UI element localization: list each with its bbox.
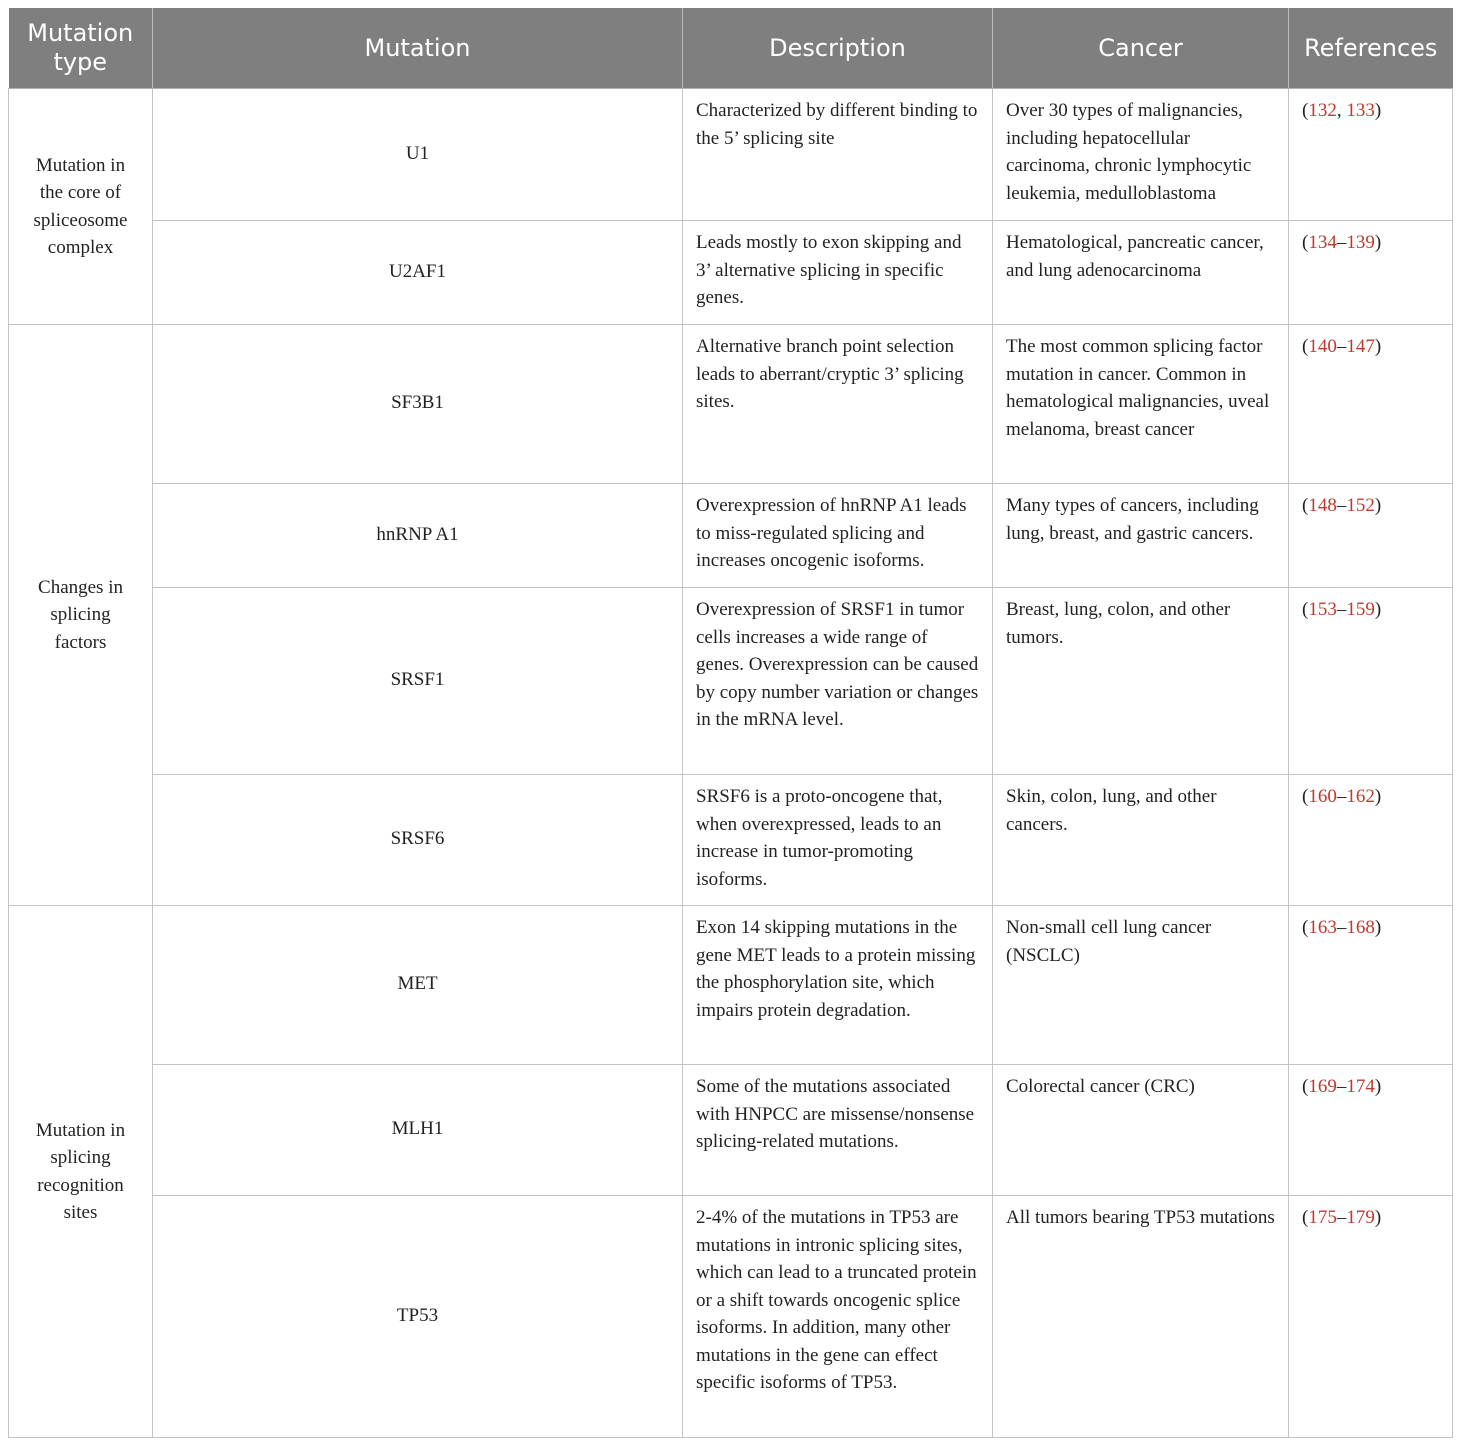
mutation-cell: SRSF1 [153, 588, 683, 775]
reference-link[interactable]: 159 [1346, 599, 1375, 620]
reference-link[interactable]: 148 [1308, 495, 1337, 516]
references-cell: (163–168) [1289, 906, 1453, 1065]
mutation-type-cell: Mutation in the core of spliceosome complex [9, 89, 153, 325]
reference-link[interactable]: 162 [1346, 786, 1375, 807]
description-cell: Leads mostly to exon skipping and 3’ alternative splicing in specific genes. [683, 221, 993, 325]
reference-link[interactable]: 174 [1346, 1076, 1375, 1097]
reference-link[interactable]: 153 [1308, 599, 1337, 620]
references-cell: (140–147) [1289, 325, 1453, 484]
mutation-cell: SF3B1 [153, 325, 683, 484]
references-cell: (160–162) [1289, 775, 1453, 906]
table-row [9, 1196, 1453, 1438]
table-row [9, 588, 1453, 775]
description-cell: SRSF6 is a proto-oncogene that, when overexpressed, leads to an increase in tumor-promoting isoforms. [683, 775, 993, 906]
references-cell: (134–139) [1289, 221, 1453, 325]
references-cell: (169–174) [1289, 1065, 1453, 1196]
reference-link[interactable]: 132 [1308, 100, 1337, 121]
table-row [9, 325, 1453, 484]
reference-link[interactable]: 168 [1346, 917, 1375, 938]
reference-link[interactable]: 139 [1346, 232, 1375, 253]
table-row [9, 1065, 1453, 1196]
references-cell: (153–159) [1289, 588, 1453, 775]
cancer-cell: Over 30 types of malignancies, including hepatocellular carcinoma, chronic lymphocytic leukemia, medulloblastoma [993, 89, 1289, 221]
mutation-type-cell: Changes in splicing factors [9, 325, 153, 906]
mutation-cell: SRSF6 [153, 775, 683, 906]
header-description: Description [683, 8, 993, 89]
mutation-cell: hnRNP A1 [153, 484, 683, 588]
description-cell: Alternative branch point selection leads to aberrant/cryptic 3’ splicing sites. [683, 325, 993, 484]
cancer-cell: Skin, colon, lung, and other cancers. [993, 775, 1289, 906]
table-row [9, 484, 1453, 588]
reference-link[interactable]: 160 [1308, 786, 1337, 807]
cancer-cell: Many types of cancers, including lung, breast, and gastric cancers. [993, 484, 1289, 588]
references-cell: (175–179) [1289, 1196, 1453, 1438]
table-row [9, 775, 1453, 906]
reference-link[interactable]: 169 [1308, 1076, 1337, 1097]
mutation-cell: TP53 [153, 1196, 683, 1438]
header-references: References [1289, 8, 1453, 89]
reference-link[interactable]: 147 [1346, 336, 1375, 357]
header-mutation-type: Mutation type [9, 8, 153, 89]
cancer-cell: Hematological, pancreatic cancer, and lung adenocarcinoma [993, 221, 1289, 325]
description-cell: Exon 14 skipping mutations in the gene MET leads to a protein missing the phosphorylation site, which impairs protein degradation. [683, 906, 993, 1065]
mutation-cell: U2AF1 [153, 221, 683, 325]
cancer-cell: All tumors bearing TP53 mutations [993, 1196, 1289, 1438]
header-row [9, 8, 1453, 89]
mutation-cell: MLH1 [153, 1065, 683, 1196]
reference-link[interactable]: 152 [1346, 495, 1375, 516]
references-cell: (132, 133) [1289, 89, 1453, 221]
description-cell: Overexpression of hnRNP A1 leads to miss-regulated splicing and increases oncogenic isoforms. [683, 484, 993, 588]
mutation-cell: MET [153, 906, 683, 1065]
cancer-cell: Colorectal cancer (CRC) [993, 1065, 1289, 1196]
table-row [9, 906, 1453, 1065]
table-row [9, 89, 1453, 221]
description-cell: 2-4% of the mutations in TP53 are mutations in intronic splicing sites, which can lead to a truncated protein or a shift towards oncogenic splice isoforms. In addition, many other mutations in the gene can effect specific isoforms of TP53. [683, 1196, 993, 1438]
description-cell: Characterized by different binding to the 5’ splicing site [683, 89, 993, 221]
cancer-cell: The most common splicing factor mutation in cancer. Common in hematological malignancies, uveal melanoma, breast cancer [993, 325, 1289, 484]
reference-link[interactable]: 163 [1308, 917, 1337, 938]
mutations-table [8, 8, 1453, 1438]
mutation-type-cell: Mutation in splicing recognition sites [9, 906, 153, 1438]
reference-link[interactable]: 133 [1346, 100, 1375, 121]
reference-link[interactable]: 175 [1308, 1207, 1337, 1228]
cancer-cell: Breast, lung, colon, and other tumors. [993, 588, 1289, 775]
table-row [9, 221, 1453, 325]
reference-link[interactable]: 140 [1308, 336, 1337, 357]
references-cell: (148–152) [1289, 484, 1453, 588]
header-cancer: Cancer [993, 8, 1289, 89]
header-mutation: Mutation [153, 8, 683, 89]
description-cell: Overexpression of SRSF1 in tumor cells increases a wide range of genes. Overexpression can be caused by copy number variation or changes in the mRNA level. [683, 588, 993, 775]
cancer-cell: Non-small cell lung cancer (NSCLC) [993, 906, 1289, 1065]
description-cell: Some of the mutations associated with HNPCC are missense/nonsense splicing-related mutations. [683, 1065, 993, 1196]
reference-link[interactable]: 179 [1346, 1207, 1375, 1228]
reference-link[interactable]: 134 [1308, 232, 1337, 253]
mutation-cell: U1 [153, 89, 683, 221]
